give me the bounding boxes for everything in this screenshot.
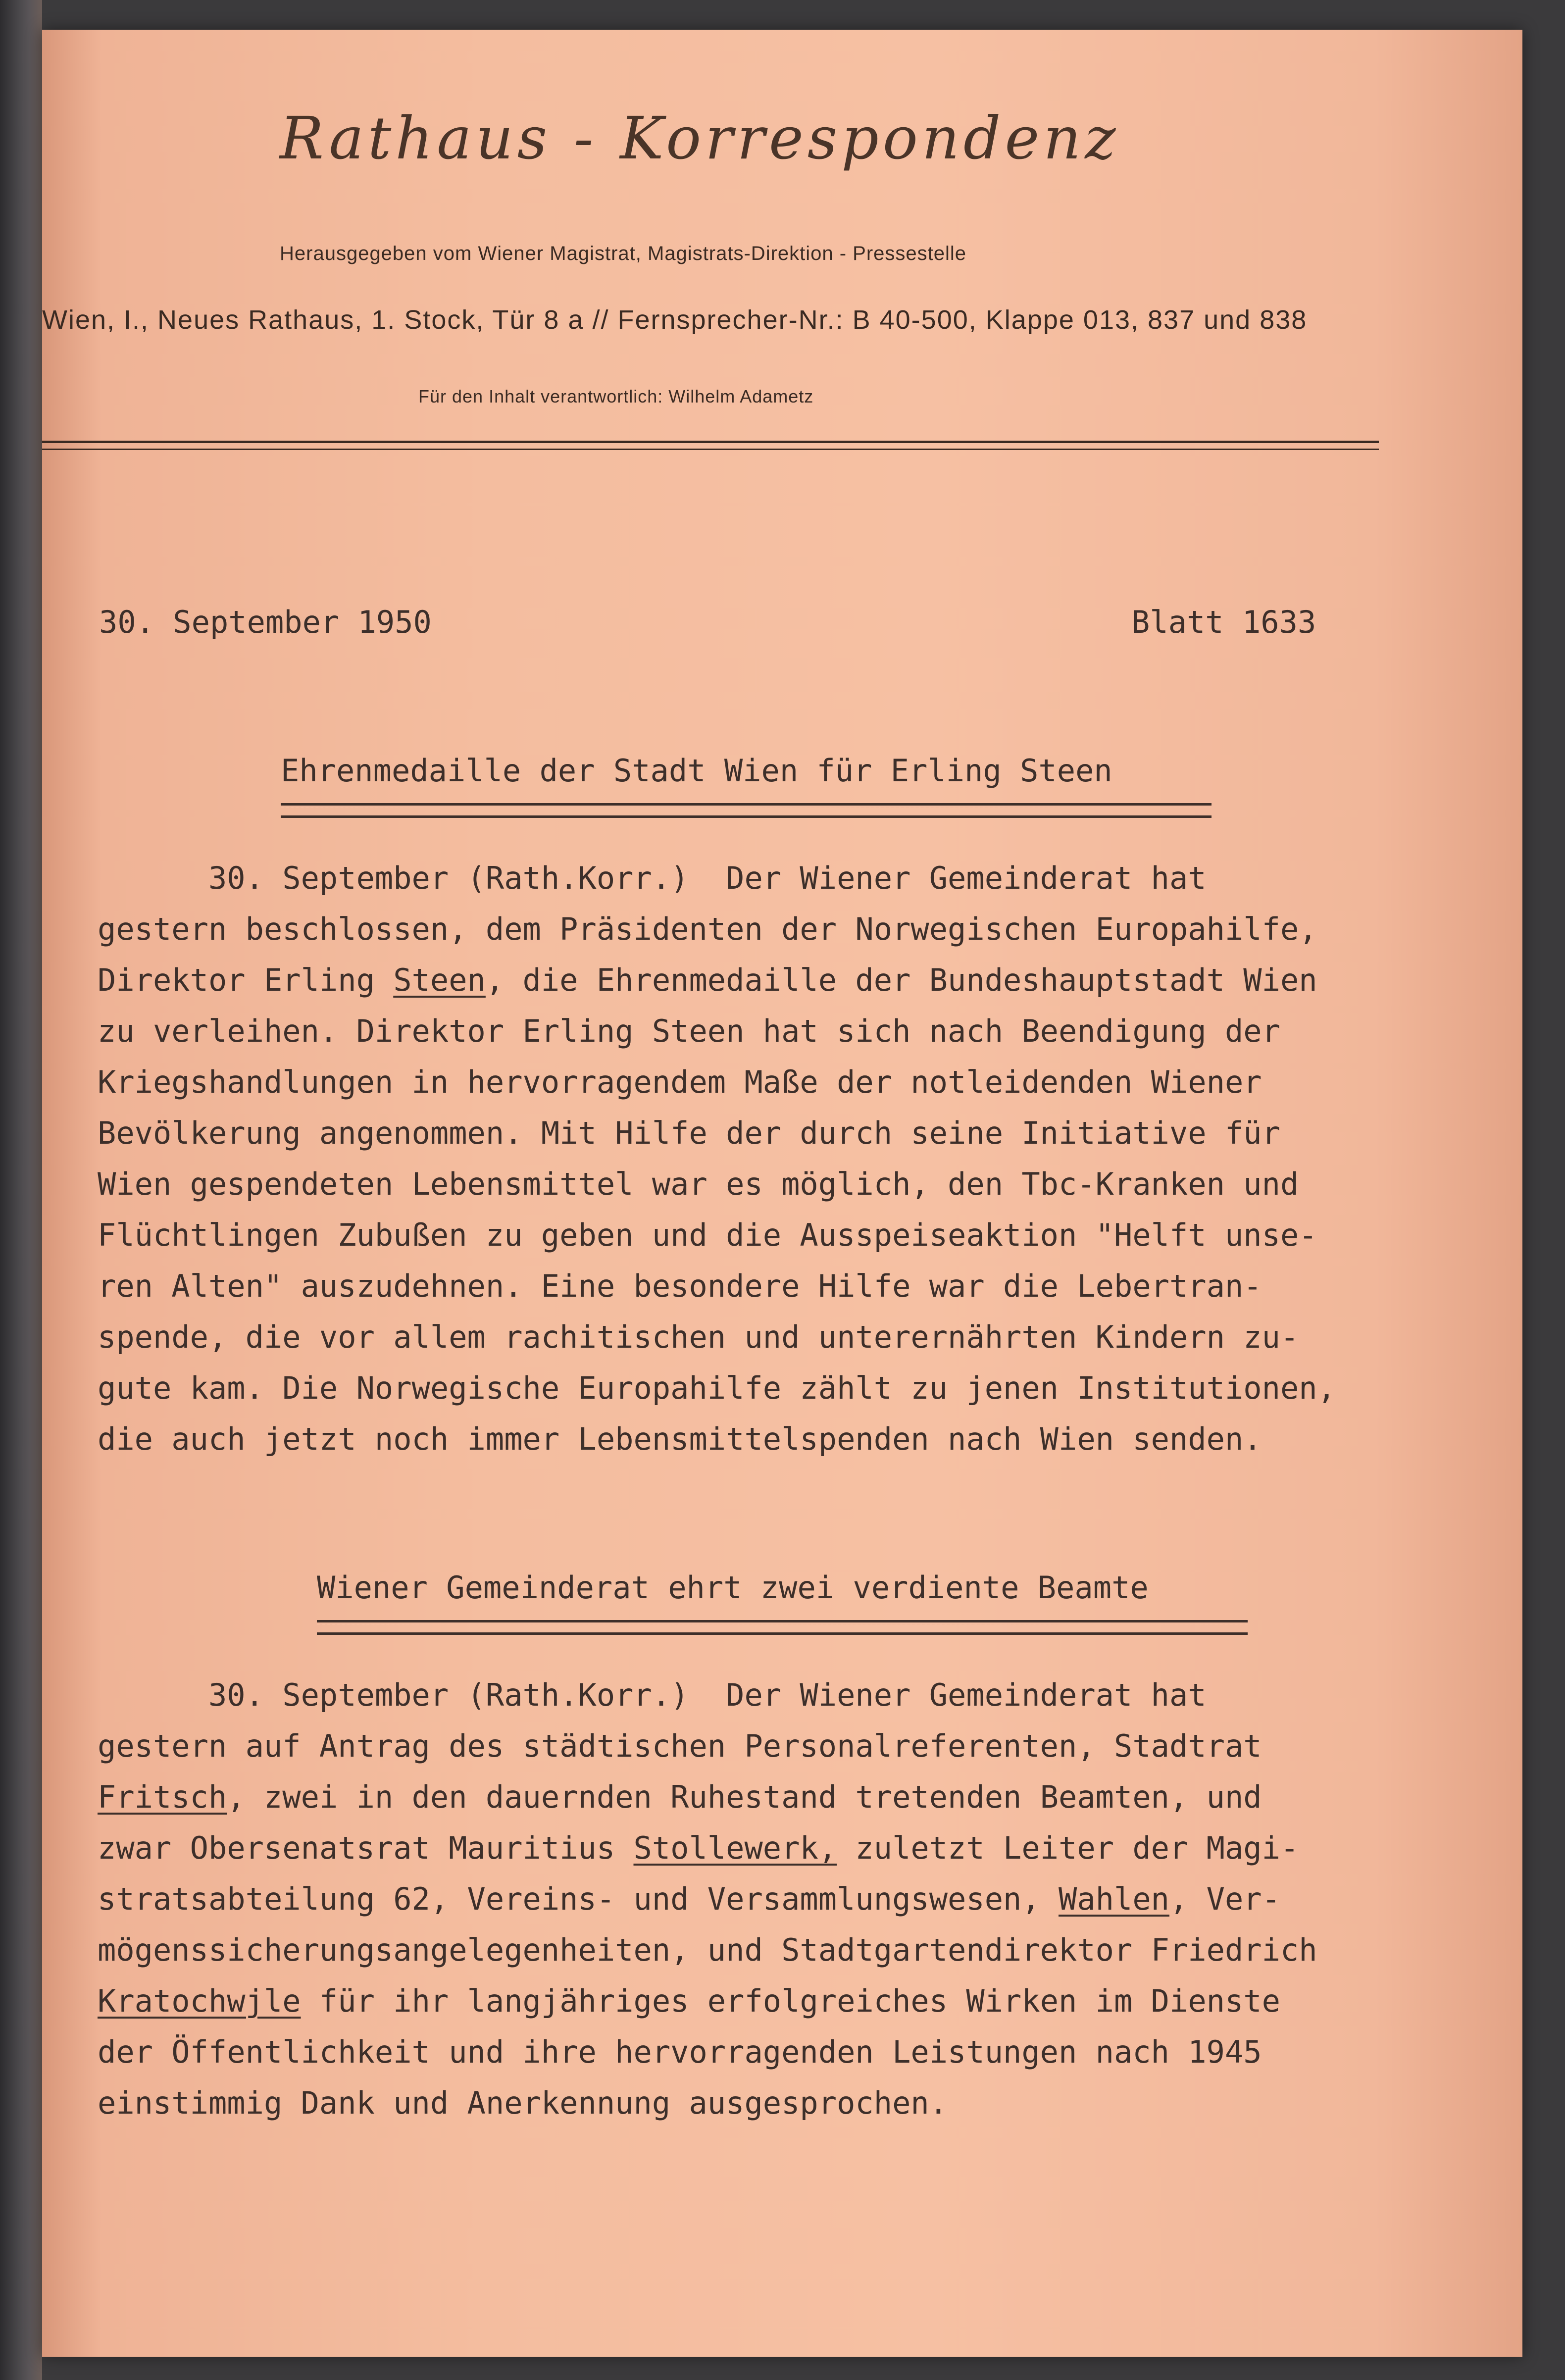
masthead-rule (42, 441, 1379, 443)
line-text: gute kam. Die Norwegische Europahilfe zählt zu jenen Institutionen, (98, 1370, 1336, 1406)
line-text: der Öffentlichkeit und ihre hervorragenden Leistungen nach 1945 (98, 2034, 1262, 2070)
underlined-name: Kratochwjle (98, 1983, 301, 2019)
line-text: Flüchtlingen Zubußen zu geben und die Ausspeiseaktion "Helft unse- (98, 1217, 1317, 1253)
line-text: zu verleihen. Direktor Erling Steen hat sich nach Beendigung der (98, 1013, 1280, 1049)
line-text: , Ver- (1169, 1881, 1280, 1917)
line-text: , zwei in den dauernden Ruhestand tretenden Beamten, und (227, 1779, 1262, 1815)
responsible-line: Für den Inhalt verantwortlich: Wilhelm Adametz (418, 386, 814, 406)
text-line (98, 1823, 1317, 1874)
text-line (98, 1924, 1317, 1975)
line-text: 30. September (Rath.Korr.) Der Wiener Gemeinderat hat (98, 860, 1207, 896)
text-line (98, 1414, 1336, 1465)
article-2-double-underline (317, 1620, 1248, 1635)
text-line (98, 1363, 1336, 1414)
text-line (98, 853, 1336, 904)
text-line (98, 904, 1336, 955)
text-line (98, 1975, 1317, 2026)
text-line (98, 1772, 1317, 1823)
sheet-number: Blatt 1633 (1131, 604, 1316, 640)
text-line (98, 1057, 1336, 1108)
line-text: zwar Obersenatsrat Mauritius (98, 1830, 634, 1866)
underlined-name: Steen (393, 962, 486, 998)
text-line (98, 1159, 1336, 1210)
line-text: für ihr langjähriges erfolgreiches Wirken im Dienste (301, 1983, 1280, 2019)
issue-date: 30. September 1950 (99, 604, 432, 640)
article-2-heading: Wiener Gemeinderat ehrt zwei verdiente Beamte (317, 1570, 1149, 1606)
line-text: 30. September (Rath.Korr.) Der Wiener Gemeinderat hat (98, 1677, 1207, 1713)
text-line (98, 1874, 1317, 1924)
document-page (42, 30, 1522, 2357)
text-line (98, 1312, 1336, 1363)
line-text: die auch jetzt noch immer Lebensmittelspenden nach Wien senden. (98, 1421, 1262, 1457)
text-line (98, 2026, 1317, 2077)
text-line (98, 1721, 1317, 1772)
line-text: , die Ehrenmedaille der Bundeshauptstadt Wien (485, 962, 1317, 998)
underlined-name: Stollewerk, (633, 1830, 837, 1866)
line-text: gestern auf Antrag des städtischen Personalreferenten, Stadtrat (98, 1728, 1262, 1764)
line-text: einstimmig Dank und Anerkennung ausgesprochen. (98, 2085, 948, 2121)
masthead-rule-thin (42, 449, 1379, 450)
line-text: ren Alten" auszudehnen. Eine besondere Hilfe war die Lebertran- (98, 1268, 1262, 1304)
line-text: zuletzt Leiter der Magi- (837, 1830, 1299, 1866)
masthead-title: Rathaus - Korrespondenz (280, 104, 1120, 172)
line-text: mögenssicherungsangelegenheiten, und Stadtgartendirektor Friedrich (98, 1932, 1317, 1968)
line-text: Bevölkerung angenommen. Mit Hilfe der durch seine Initiative für (98, 1115, 1280, 1151)
underlined-name: Wahlen (1059, 1881, 1169, 1917)
line-text: spende, die vor allem rachitischen und unterernährten Kindern zu- (98, 1319, 1299, 1355)
article-1-body (98, 853, 1336, 1465)
text-line (98, 1261, 1336, 1312)
text-line (98, 955, 1336, 1006)
text-line (98, 2077, 1317, 2128)
article-2-body (98, 1670, 1317, 2128)
article-1-double-underline (281, 803, 1212, 818)
text-line (98, 1210, 1336, 1261)
address-line: Wien, I., Neues Rathaus, 1. Stock, Tür 8 a // Fernsprecher-Nr.: B 40-500, Klappe 013, 837 und 838 (42, 305, 1308, 335)
book-binding-edge (0, 0, 42, 2380)
line-text: stratsabteilung 62, Vereins- und Versammlungswesen, (98, 1881, 1059, 1917)
underlined-name: Fritsch (98, 1779, 227, 1815)
line-text: Wien gespendeten Lebensmittel war es möglich, den Tbc-Kranken und (98, 1166, 1299, 1202)
text-line (98, 1108, 1336, 1159)
article-1-heading: Ehrenmedaille der Stadt Wien für Erling Steen (281, 753, 1112, 789)
text-line (98, 1670, 1317, 1721)
publisher-line: Herausgegeben vom Wiener Magistrat, Magistrats-Direktion - Pressestelle (280, 243, 967, 264)
text-line (98, 1006, 1336, 1057)
line-text: Direktor Erling (98, 962, 394, 998)
line-text: Kriegshandlungen in hervorragendem Maße der notleidenden Wiener (98, 1064, 1262, 1100)
line-text: gestern beschlossen, dem Präsidenten der Norwegischen Europahilfe, (98, 911, 1317, 947)
